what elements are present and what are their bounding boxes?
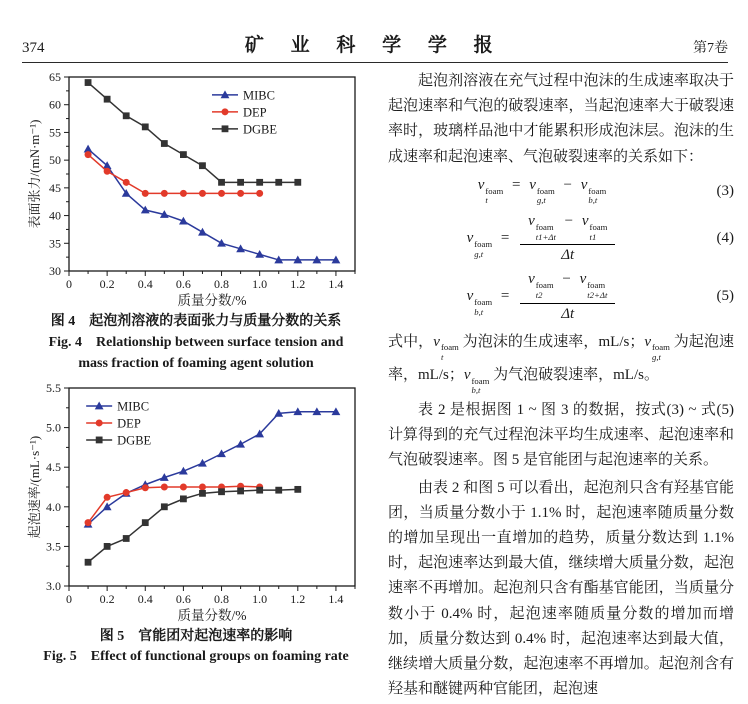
svg-text:50: 50 [49,153,61,168]
svg-text:0.2: 0.2 [99,277,115,291]
svg-text:DGBE: DGBE [117,433,152,448]
svg-text:0.4: 0.4 [137,277,153,291]
svg-text:0: 0 [66,591,72,606]
fig5-caption-en: Fig. 5 Effect of functional groups on foaming rate [43,649,349,665]
svg-text:DGBE: DGBE [243,122,278,137]
svg-text:3.5: 3.5 [46,538,61,553]
inline-math-vgt-foam: v foam g,t [644,333,670,363]
svg-text:0: 0 [66,277,72,291]
svg-text:60: 60 [49,97,61,112]
fig5-foaming-rate-chart [27,380,365,624]
equation-4-number: (4) [716,230,734,247]
svg-text:4.5: 4.5 [46,459,61,474]
equation-5: v foam b,t = v foam t2 − v foam t2+Δt Δt (5) [466,271,734,322]
inline-math-vt-foam: v foam t [433,333,459,363]
svg-text:表面张力/(mN·m⁻¹): 表面张力/(mN·m⁻¹) [27,119,42,229]
svg-text:0.2: 0.2 [99,591,115,606]
page-number: 374 [22,40,45,56]
fig4-caption-en-line1: Fig. 4 Relationship between surface tension and [48,334,344,350]
equation-5-number: (5) [716,288,734,305]
svg-text:1.2: 1.2 [290,277,306,291]
page-header [22,30,728,63]
svg-text:5.5: 5.5 [46,380,61,395]
svg-text:35: 35 [49,236,61,251]
svg-text:1.0: 1.0 [252,277,268,291]
fig4-caption-zh: 图 4 起泡剂溶液的表面张力与质量分数的关系 [50,314,342,329]
svg-text:0.6: 0.6 [175,591,191,606]
svg-text:起泡速率/(mL·s⁻¹): 起泡速率/(mL·s⁻¹) [27,435,42,538]
svg-text:1.0: 1.0 [252,591,268,606]
volume-label: 第7卷 [692,41,728,56]
svg-text:1.4: 1.4 [328,591,344,606]
svg-text:55: 55 [49,125,61,140]
paragraph-variable-definitions: 式中，v foam t 为泡沫的生成速率，mL/s；v foam g,t 为起泡速率，mL/s；v foam b,t 为气泡破裂速率，mL/s。 [388,333,734,396]
svg-text:30: 30 [49,264,61,278]
paragraph-discussion: 由表 2 和图 5 可以看出，起泡剂只含有羟基官能团，当质量分数小于 1.1% 时，起泡速率随质量分数的增加呈现出一直增加的趋势，质量分数达到 1.1% 时，起泡速率达到最大值，继续增大质量分数，起泡速率不再增加。起泡剂只含有酯基官能团，当质量分数小于 0.4% 时，起泡速率随质量分数的增加而增加，质量分数达到 0.4% 时，起泡速率达到最大值，继续增大质量分数，起泡速率不再增加。起泡剂含有羟基和醚键两种官能团，起泡速 [388,479,734,698]
svg-text:0.8: 0.8 [214,591,230,606]
fig5-caption-zh: 图 5 官能团对起泡速率的影响 [99,628,293,644]
svg-text:DEP: DEP [243,105,267,120]
svg-text:0.8: 0.8 [214,277,230,291]
svg-text:质量分数/%: 质量分数/% [177,293,247,308]
text-column [388,69,734,704]
equation-3-number: (3) [716,182,734,199]
svg-text:1.2: 1.2 [290,591,306,606]
svg-text:DEP: DEP [117,416,141,431]
svg-text:MIBC: MIBC [243,88,275,103]
figures-column [18,69,374,704]
svg-text:0.6: 0.6 [175,277,191,291]
inline-math-vbt-foam: v foam b,t [463,366,490,396]
svg-text:65: 65 [49,70,61,84]
svg-text:0.4: 0.4 [137,591,153,606]
svg-text:3.0: 3.0 [46,578,61,593]
equation-3: v foam t = v foam g,t − v foam b,t (3) [477,176,734,206]
page-content [0,63,748,704]
svg-text:45: 45 [49,180,61,195]
paragraph-foam-generation-intro: 起泡剂溶液在充气过程中泡沫的生成速率取决于起泡速率和气泡的破裂速率，当起泡速率大于破裂速率时，玻璃样品池中才能累积形成泡沫层。泡沫的生成速率和起泡速率、气泡破裂速率的关系如下： [388,73,734,165]
svg-text:5.0: 5.0 [46,420,61,435]
journal-title: 矿 业 科 学 学 报 [244,35,504,56]
fig4-surface-tension-chart [27,69,365,309]
svg-text:40: 40 [49,208,61,223]
paragraph-table2-description: 表 2 是根据图 1 ~ 图 3 的数据，按式(3) ~ 式(5)计算得到的充气过程泡沫平均生成速率、起泡速率和气泡破裂速率。图 5 是官能团与起泡速率的关系。 [388,402,734,469]
fig4-caption-en-line2: mass fraction of foaming agent solution [78,355,314,371]
svg-text:质量分数/%: 质量分数/% [177,607,247,623]
svg-text:MIBC: MIBC [117,399,150,414]
equations-block [388,177,734,323]
svg-text:1.4: 1.4 [328,277,344,291]
equation-4: v foam g,t = v foam t1+Δt − v foam t1 Δt (4) [466,213,734,264]
svg-text:4.0: 4.0 [46,499,61,514]
